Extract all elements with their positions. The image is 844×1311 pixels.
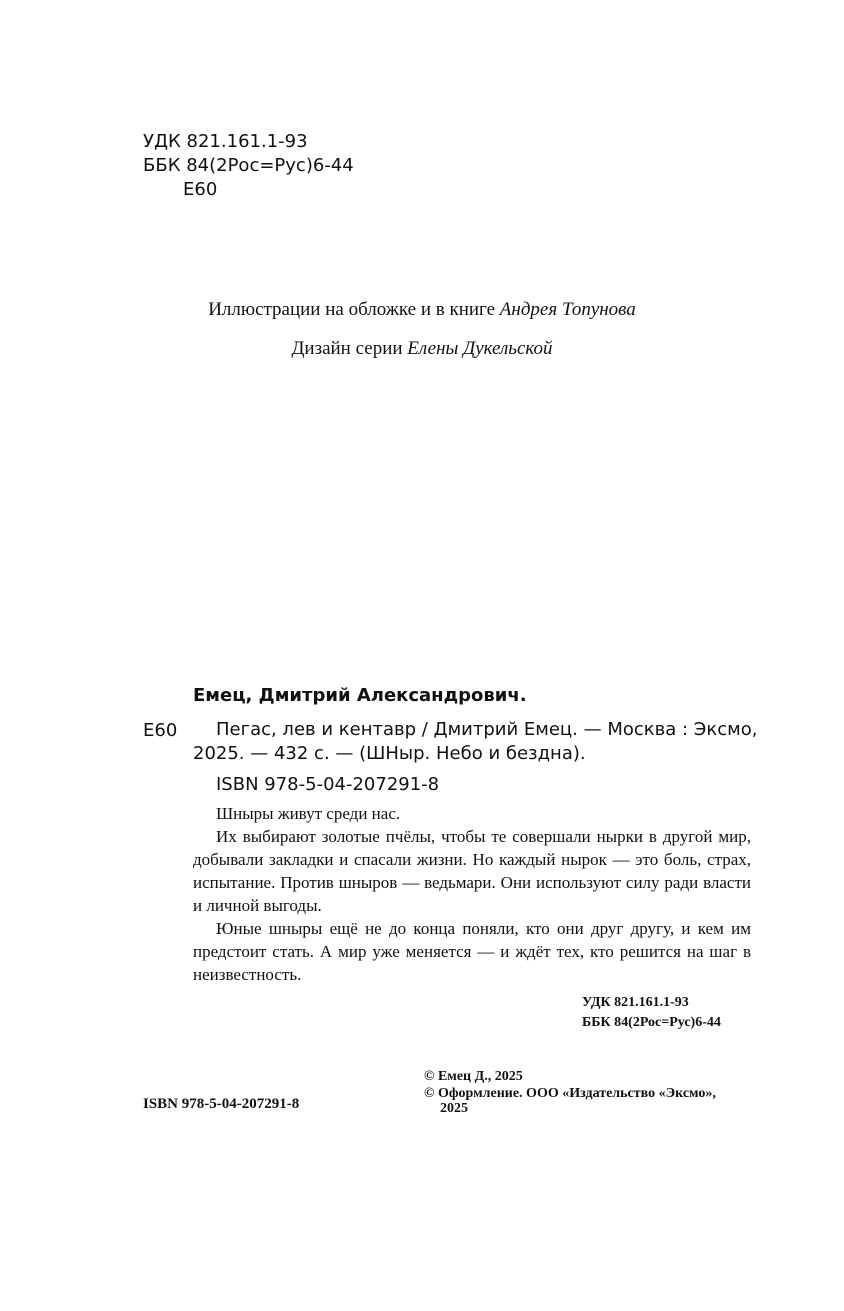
author-heading: Емец, Дмитрий Александрович. <box>193 685 527 706</box>
author-mark-top: Е60 <box>183 179 218 200</box>
isbn-line: ISBN 978-5-04-207291-8 <box>216 774 440 795</box>
copyright-design: © Оформление. ООО «Издательство «Эксмо», <box>424 1086 716 1101</box>
illustrator-name: Андрея Топунова <box>499 299 636 320</box>
illustrations-credit <box>0 298 844 322</box>
design-credit <box>0 337 844 361</box>
annotation-paragraph: Их выбирают золотые пчёлы, чтобы те совершали нырки в другой мир, добывали закладки и спасали жизни. Но каждый нырок — это боль, страх, испытание. Против шныров — ведьмари. Они используют силу ради власти и личной выгоды. <box>193 827 751 915</box>
annotation-paragraph: Юные шныры ещё не до конца поняли, кто они друг другу, и кем им предстоит стать. А мир уже меняется — и ждёт тех, кто решится на шаг в неизвестность. <box>193 919 751 984</box>
bibliographic-description-line1: Пегас, лев и кентавр / Дмитрий Емец. — Москва : Эксмо, <box>216 719 758 740</box>
design-label: Дизайн серии <box>291 338 408 359</box>
annotation <box>193 802 751 986</box>
isbn-bottom: ISBN 978-5-04-207291-8 <box>143 1096 300 1112</box>
annotation-paragraph: Шныры живут среди нас. <box>216 804 401 823</box>
copyright-design-year: 2025 <box>440 1101 468 1116</box>
bbk-code-top: ББК 84(2Рос=Рус)6-44 <box>143 155 354 176</box>
designer-name: Елены Дукельской <box>407 338 553 359</box>
author-mark: Е60 <box>143 720 178 741</box>
udk-code-top: УДК 821.161.1-93 <box>143 131 308 152</box>
copyright-author: © Емец Д., 2025 <box>424 1069 523 1084</box>
illustrations-label: Иллюстрации на обложке и в книге <box>208 299 500 320</box>
udk-code-bottom: УДК 821.161.1-93 <box>582 995 689 1010</box>
bibliographic-description-line2: 2025. — 432 с. — (ШНыр. Небо и бездна). <box>193 743 586 764</box>
bbk-code-bottom: ББК 84(2Рос=Рус)6-44 <box>582 1015 721 1030</box>
